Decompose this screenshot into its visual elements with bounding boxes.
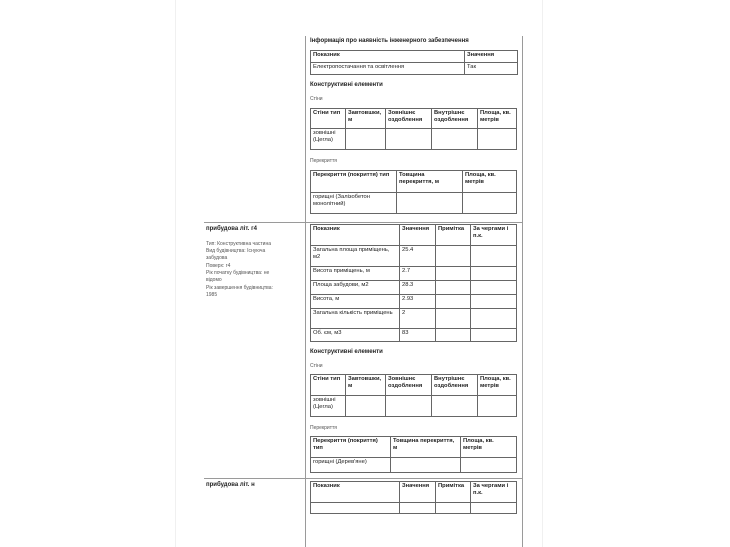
s2-floors-h0: Перекриття (покриття) тип — [310, 436, 391, 458]
section2-name: прибудова літ. г4 — [206, 226, 257, 232]
document-page — [176, 0, 542, 547]
section2-detail-3: Поверх: г4 — [206, 263, 231, 269]
s1-floors-r1 — [396, 192, 463, 214]
s2-r3-queue — [470, 294, 517, 309]
s1-floors-h0: Перекриття (покриття) тип — [310, 170, 397, 193]
s2-h2: Примітка — [435, 224, 471, 246]
section2-detail-4: Рік початку будівництва: не — [206, 270, 270, 276]
s3-h2: Примітка — [435, 481, 471, 503]
s2-walls-r3 — [431, 395, 478, 417]
s1-walls-h2: Зовнішнє оздоблення — [385, 108, 432, 129]
s2-r4-label: Загальна кількість приміщень — [310, 308, 400, 329]
s2-r5-queue — [470, 328, 517, 342]
section2-constructive-title: Конструктивні елементи — [310, 349, 383, 355]
s1-walls-h3: Внутрішнє оздоблення — [431, 108, 478, 129]
s2-walls-h1: Завтовшки, м — [345, 374, 386, 396]
s2-r1-queue — [470, 266, 517, 281]
s2-walls-r0: зовнішні (Цегла) — [310, 395, 346, 417]
s2-r3-note — [435, 294, 471, 309]
s3-r0-queue — [470, 502, 517, 514]
s1-walls-h1: Завтовшки, м — [345, 108, 386, 129]
s1-walls-h4: Площа, кв. метрів — [477, 108, 517, 129]
s2-h0: Показник — [310, 224, 400, 246]
s2-r3-value: 2.93 — [399, 294, 436, 309]
s2-walls-h0: Стіни тип — [310, 374, 346, 396]
s1-walls-r4 — [477, 128, 517, 150]
column-divider — [305, 36, 306, 547]
section1-row-label: Електропостачання та освітлення — [310, 62, 465, 75]
s2-walls-h4: Площа, кв. метрів — [477, 374, 517, 396]
section3-name: прибудова літ. н — [206, 482, 255, 488]
s2-floors-h1: Товщина перекриття, м — [390, 436, 461, 458]
section1-row-value: Так — [464, 62, 518, 75]
s1-floors-r2 — [462, 192, 517, 214]
s2-r4-note — [435, 308, 471, 329]
s2-r4-queue — [470, 308, 517, 329]
section-separator-2 — [204, 478, 522, 479]
section2-walls-label: Стіни — [310, 363, 323, 369]
section2-detail-5: відомо — [206, 277, 222, 283]
section2-detail-6: Рік завершення будівництва: — [206, 285, 273, 291]
section1-constructive-title: Конструктивні елементи — [310, 82, 383, 88]
s2-r2-value: 28.3 — [399, 280, 436, 295]
s2-r2-label: Площа забудови, м2 — [310, 280, 400, 295]
s2-walls-r4 — [477, 395, 517, 417]
s2-floors-r1 — [390, 457, 461, 473]
s1-floors-r0: горищні (Залізобетон монолітний) — [310, 192, 397, 214]
section1-title: Інформація про наявність інженерного забезпечення — [310, 38, 469, 44]
s2-r2-queue — [470, 280, 517, 295]
s1-walls-r0: зовнішні (Цегла) — [310, 128, 346, 150]
s2-h3: За чергами і п.к. — [470, 224, 517, 246]
s1-walls-h0: Стіни тип — [310, 108, 346, 129]
s1-walls-r3 — [431, 128, 478, 150]
s2-r3-label: Висота, м — [310, 294, 400, 309]
s2-floors-r2 — [460, 457, 517, 473]
s2-floors-h2: Площа, кв. метрів — [460, 436, 517, 458]
s3-r0-label — [310, 502, 400, 514]
s2-r0-queue — [470, 245, 517, 267]
section2-detail-2: забудова — [206, 255, 228, 261]
s2-walls-h2: Зовнішнє оздоблення — [385, 374, 432, 396]
s2-r5-value: 83 — [399, 328, 436, 342]
s3-h1: Значення — [399, 481, 436, 503]
s1-walls-r1 — [345, 128, 386, 150]
section1-header-value: Значення — [464, 50, 518, 63]
s2-walls-r2 — [385, 395, 432, 417]
s1-floors-h1: Товщина перекриття, м — [396, 170, 463, 193]
section2-floors-label: Перекриття — [310, 425, 337, 431]
s2-r0-value: 25.4 — [399, 245, 436, 267]
s2-r4-value: 2 — [399, 308, 436, 329]
s3-r0-note — [435, 502, 471, 514]
s2-r1-value: 2.7 — [399, 266, 436, 281]
section1-header-indicator: Показник — [310, 50, 465, 63]
s1-floors-h2: Площа, кв. метрів — [462, 170, 517, 193]
section-separator-1 — [204, 222, 522, 223]
s2-r5-note — [435, 328, 471, 342]
section1-floors-label: Перекриття — [310, 158, 337, 164]
section2-detail-0: Тип: Конструктивна частина — [206, 241, 272, 247]
right-border — [522, 36, 523, 547]
s2-r5-label: Об. єм, м3 — [310, 328, 400, 342]
s2-r0-note — [435, 245, 471, 267]
s2-h1: Значення — [399, 224, 436, 246]
s2-floors-r0: горищні (Дерев'яне) — [310, 457, 391, 473]
s2-r0-label: Загальна площа приміщень, м2 — [310, 245, 400, 267]
s2-r2-note — [435, 280, 471, 295]
s3-h0: Показник — [310, 481, 400, 503]
s1-walls-r2 — [385, 128, 432, 150]
section2-detail-1: Вид будівництва: Існуюча — [206, 248, 266, 254]
s2-walls-h3: Внутрішнє оздоблення — [431, 374, 478, 396]
section2-detail-7: 1985 — [206, 292, 218, 298]
s2-r1-label: Висота приміщень, м — [310, 266, 400, 281]
s3-r0-value — [399, 502, 436, 514]
s2-r1-note — [435, 266, 471, 281]
s2-walls-r1 — [345, 395, 386, 417]
section1-walls-label: Стіни — [310, 96, 323, 102]
s3-h3: За чергами і п.к. — [470, 481, 517, 503]
